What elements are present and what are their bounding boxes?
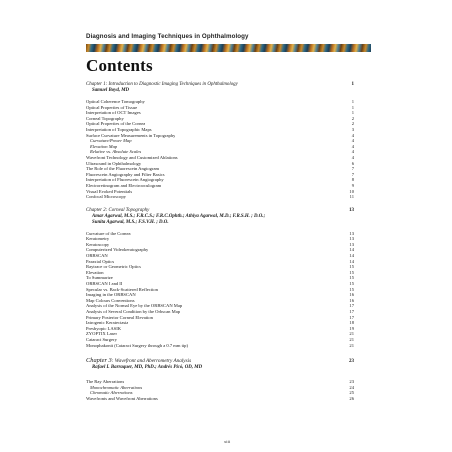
chapter-2-authors-line-2: Sunita Agarwal, M.S.; F.S.V.H. ; D.O. <box>92 219 169 225</box>
chapter-3-heading[interactable] <box>86 358 354 371</box>
chapter-1-heading[interactable] <box>86 82 354 94</box>
toc-entry-page: 4 <box>351 132 354 138</box>
chapter-1-title: Chapter 1: Introduction to Diagnostic Imaging Techniques in Ophthalmology <box>86 82 238 87</box>
toc-entry-page: 10 <box>349 188 354 194</box>
toc-entry-title: Interpretation of OCT Images <box>86 110 141 116</box>
chapter-1-authors: Samuel Boyd, MD <box>92 88 130 93</box>
toc-entry-title: Elevation Map <box>90 143 118 149</box>
chapter-2-title: Chapter 2: Corneal Topography <box>86 207 150 213</box>
toc-entry-title: Keratoscopy <box>86 241 110 247</box>
toc-entry[interactable] <box>86 396 354 402</box>
toc-entry-page: 4 <box>351 149 354 155</box>
toc-entry-page: 1 <box>351 104 354 110</box>
chapter-3-authors: Rafael I. Barraquer, MD, PhD.; Andrés Picó, OD, MD <box>92 365 203 371</box>
toc-entry-title: ZYOPTIX Laser <box>86 331 117 337</box>
toc-entry-title: Curvature of the Cornea <box>86 230 131 236</box>
toc-entry-title: Optical Properties of Tissue <box>86 104 138 110</box>
toc-entry-title: Optical Properties of the Cornea <box>86 121 146 127</box>
toc-entry-page: 2 <box>351 121 354 127</box>
chapter-2-page: 13 <box>349 207 354 213</box>
toc-entry-page: 23 <box>349 379 354 385</box>
chapter-2-entries <box>86 231 354 348</box>
toc-entry-title: To Summarize <box>86 275 113 281</box>
toc-entry-title: Keratometry <box>86 236 110 242</box>
toc-entry-page: 9 <box>351 182 354 188</box>
toc-entry-title: Surface Curvature Measurements in Topography <box>86 132 176 138</box>
toc-entry-page: 11 <box>349 194 354 200</box>
toc-entry-page: 15 <box>349 281 354 287</box>
toc-entry-page: 21 <box>349 331 354 337</box>
chapter-3-title: : Wavefront and Aberrometry Analysis <box>111 358 192 365</box>
chapter-3-lead: Chapter 3 <box>86 357 112 365</box>
toc-entry-title: Visual Evoked Potentials <box>86 188 133 194</box>
toc-entry-page: 17 <box>349 314 354 320</box>
toc-entry-title: Confocal Microscopy <box>86 194 126 200</box>
chapter-1-page: 1 <box>351 82 354 87</box>
toc-entry-page: 21 <box>349 342 354 348</box>
toc-entry-title: Wavefronts and Wavefront Aberrations <box>86 395 158 401</box>
toc-entry-title: Monochromatic Aberrations <box>90 384 143 390</box>
toc-entry-title: Chromatic Aberrations <box>90 390 133 396</box>
chapter-2-authors-line-1: Amar Agarwal, M.S.; F.R.C.S.; F.R.C.Ophth.; Athiya Agarwal, M.D.; F.R.S.H. ; D.O.; <box>92 213 266 219</box>
decorative-banner <box>86 44 371 52</box>
toc-entry-title: Ultrasound in Ophthalmology <box>86 160 142 166</box>
page-number: xiii <box>224 439 231 444</box>
toc-entry-title: Corneal Topography <box>86 115 124 121</box>
toc-entry-page: 1 <box>351 99 354 104</box>
toc-entry-page: 18 <box>349 320 354 326</box>
toc-entry-page: 7 <box>351 166 354 172</box>
toc-entry-title: Analysis of Several Condition by the Orbscan Map <box>86 309 181 314</box>
toc-entry-page: 17 <box>349 303 354 309</box>
toc-entry-page: 14 <box>349 258 354 264</box>
toc-entry-title: Cataract Surgery <box>86 336 117 342</box>
toc-entry-page: 6 <box>351 160 354 166</box>
toc-entry-title: The Ray Aberrations <box>86 379 125 385</box>
toc-entry-title: Relative vs. Absolute Scales <box>90 149 142 155</box>
toc-entry-title: Monophakonit (Cataract Surgery through a 0.7 mm tip) <box>86 342 188 348</box>
chapter-2-heading[interactable] <box>86 208 354 226</box>
toc-entry-title: Map Colours Conventions <box>86 297 135 303</box>
toc-entry-page: 25 <box>349 390 354 396</box>
chapter-3-page: 23 <box>349 359 354 365</box>
toc-entry-title: Primary Posterior Corneal Elevation <box>86 314 153 320</box>
toc-entry-page: 19 <box>349 325 354 331</box>
toc-entry-title: Optical Coherence Tomography <box>86 99 145 104</box>
toc-entry-page: 26 <box>349 395 354 401</box>
page-title: Contents <box>86 56 153 75</box>
chapter-3-entries <box>86 379 354 401</box>
toc-entry-title: Fluorescein Angiography and Filter Basics <box>86 171 165 177</box>
table-of-contents <box>86 82 354 402</box>
toc-entry-page: 15 <box>349 269 354 275</box>
toc-entry-title: Elevation <box>86 269 104 275</box>
toc-entry-page: 16 <box>349 297 354 303</box>
toc-entry-title: Raytrace or Geometric Optics <box>86 264 141 270</box>
toc-entry-page: 13 <box>349 241 354 247</box>
toc-entry-title: Paraxial Optics <box>86 258 115 264</box>
toc-entry-page: 15 <box>349 264 354 270</box>
toc-entry-page: 14 <box>349 253 354 259</box>
toc-entry-title: Interpretation of Topographic Maps <box>86 126 152 132</box>
toc-entry-page: 4 <box>351 154 354 160</box>
chapter-1-entries <box>86 99 354 200</box>
toc-entry-page: 13 <box>349 230 354 236</box>
toc-entry-page: 4 <box>351 138 354 144</box>
toc-entry-title: Presbyopic LASIK <box>86 325 122 331</box>
toc-entry-page: 24 <box>349 384 354 390</box>
toc-entry-title: Computerized Videokeratography <box>86 247 149 253</box>
toc-entry-title: ORBSCAN <box>86 253 108 259</box>
toc-entry-page: 7 <box>351 171 354 177</box>
toc-entry-page: 4 <box>351 143 354 149</box>
toc-entry-title: ORBSCAN I and II <box>86 281 123 287</box>
toc-entry-title: Interpretation of Fluorescein Angiography <box>86 177 164 183</box>
toc-entry-page: 3 <box>351 126 354 132</box>
toc-entry-title: The Role of the Fluorescein Angiogram <box>86 166 160 172</box>
toc-entry-page: 17 <box>349 309 354 314</box>
toc-entry-page: 15 <box>349 275 354 281</box>
running-head: Diagnosis and Imaging Techniques in Ophthalmology <box>86 33 249 40</box>
toc-entry-title: Electroretinogram and Electrooculogram <box>86 182 162 188</box>
toc-entry-title: Analysis of the Normal Eye by the ORBSCAN Map <box>86 303 183 309</box>
toc-entry-title: Specular vs. Back-Scattered Reflection <box>86 286 158 292</box>
toc-entry-title: Imaging in the ORBSCAN <box>86 292 136 298</box>
toc-entry-title: Wavefront Technology and Customized Ablations <box>86 154 178 160</box>
toc-entry-page: 15 <box>349 286 354 292</box>
toc-entry-page: 16 <box>349 292 354 298</box>
toc-entry-title: Iatrogenic Keratectasia <box>86 320 129 326</box>
toc-entry-page: 8 <box>351 177 354 183</box>
toc-entry-page: 2 <box>351 115 354 121</box>
toc-entry-page: 1 <box>351 110 354 116</box>
toc-entry-page: 13 <box>349 236 354 242</box>
toc-entry-title: Curvature/Power Map <box>90 138 132 144</box>
toc-entry-page: 14 <box>349 247 354 253</box>
toc-entry-page: 21 <box>349 336 354 342</box>
